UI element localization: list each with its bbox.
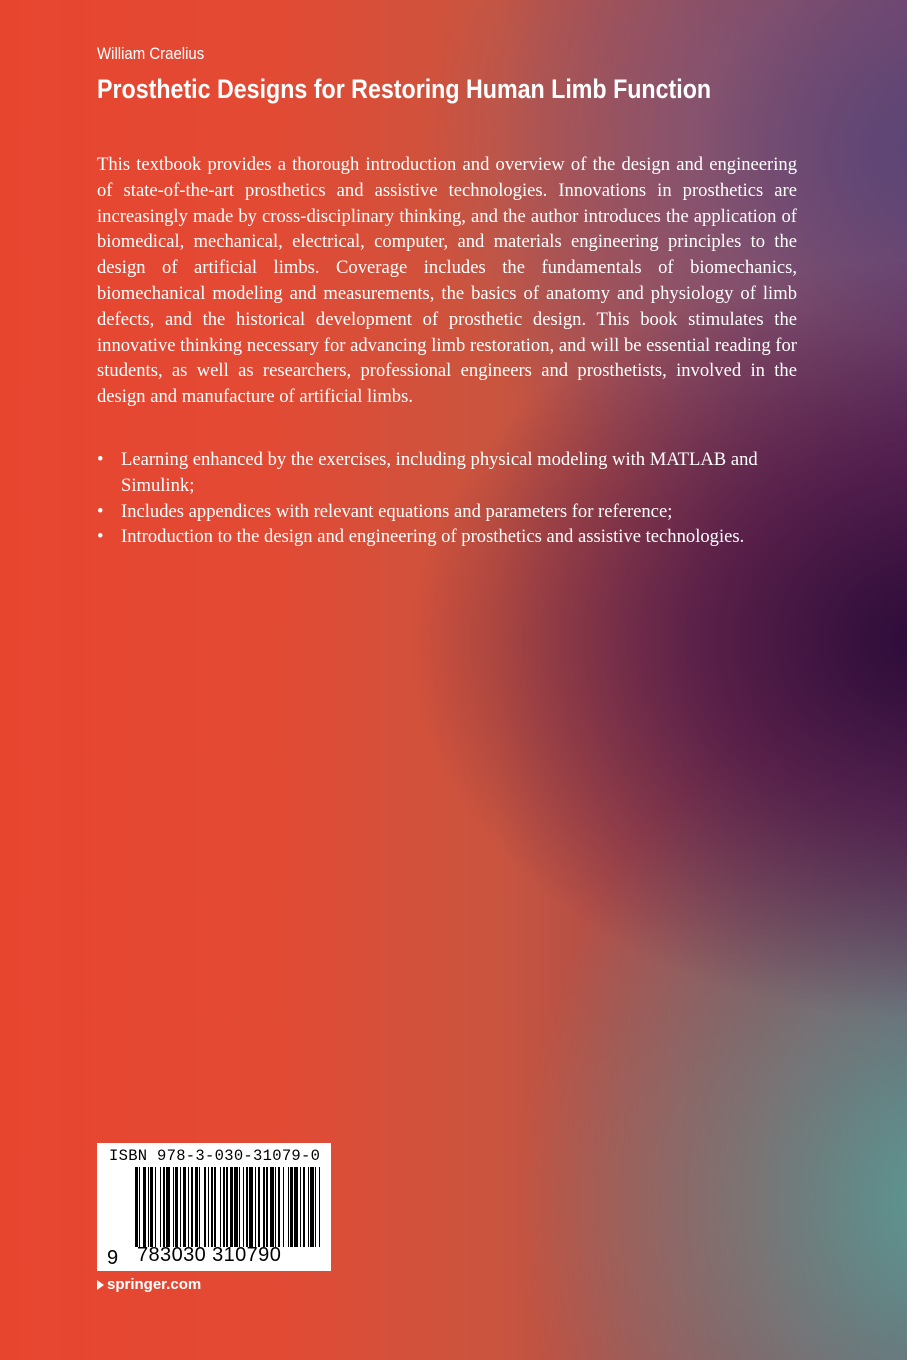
barcode-bar [163,1167,166,1247]
bullet-icon: • [97,526,104,548]
barcode-bar [135,1167,138,1247]
barcode-bar [180,1167,181,1247]
barcode-bar [223,1167,226,1247]
barcode-bar [275,1167,276,1247]
barcode-bar [288,1167,289,1247]
barcode-bar [255,1167,256,1247]
publisher-link[interactable] [97,1276,201,1293]
barcode-bar [303,1167,306,1247]
feature-text: Learning enhanced by the exercises, including physical modeling with MATLAB and Simulink; [121,449,758,496]
barcode-bar [214,1167,217,1247]
book-title: Prosthetic Designs for Restoring Human Limb Function [97,74,712,104]
barcode-bar [208,1167,209,1247]
barcode-bar [278,1167,281,1247]
bullet-icon: • [97,449,104,470]
barcode-bar [155,1167,156,1247]
barcode-lead-digit: 9 [107,1247,119,1269]
barcode-bar [246,1167,247,1247]
feature-text: Includes appendices with relevant equations and parameters for reference; [121,500,673,522]
barcode-bar [199,1167,200,1247]
barcode-bar [308,1167,309,1247]
feature-text: Introduction to the design and engineering of prosthetics and assistive technologies. [121,526,745,548]
barcode-bar [230,1167,233,1247]
barcode-bar [143,1167,147,1247]
barcode-bar [211,1167,212,1247]
barcode-bar [188,1167,189,1247]
barcode-bar [183,1167,187,1247]
barcode-bar [266,1167,267,1247]
barcode-bar [310,1167,314,1247]
barcode-bar [150,1167,153,1247]
barcode-bar [139,1167,140,1247]
barcode-bar [234,1167,238,1247]
author-name: William Craelius [97,44,205,63]
feature-item [97,499,797,525]
isbn-label: ISBN 978-3-030-31079-0 [109,1147,321,1165]
barcode-bar [195,1167,198,1247]
barcode-bar [300,1167,301,1247]
barcode-bars [135,1167,321,1247]
barcode-bar [220,1167,221,1247]
barcode-bar [243,1167,244,1247]
publisher-link-text: springer.com [107,1276,202,1293]
barcode-bar [249,1167,253,1247]
barcode-digits: 783030 310790 [137,1244,282,1266]
barcode-bar [315,1167,316,1247]
isbn-barcode [97,1143,331,1271]
arrow-right-icon [97,1280,104,1290]
barcode-bar [319,1167,320,1247]
barcode-bar [166,1167,170,1247]
barcode-bar [173,1167,174,1247]
barcode-bar [263,1167,266,1247]
barcode-bar [239,1167,240,1247]
barcode-bar [258,1167,261,1247]
barcode-bar [226,1167,227,1247]
feature-list [97,447,797,550]
feature-item [97,524,797,550]
barcode-bar [148,1167,149,1247]
barcode-bar [175,1167,178,1247]
feature-item [97,447,797,499]
barcode-bar [191,1167,192,1247]
barcode-bar [290,1167,293,1247]
book-description: This textbook provides a thorough introduction and overview of the design and engineering of state-of-the-art prosthetics and assistive technologies. Innovations in prosthetics are increasingly made by cross-disciplinary thinking, and the author introduces the application of biomedical, mechanical, electrical, computer, and materials engineering principles to the design of artificial limbs. Coverage includes the fundamentals of biomechanics, biomechanical modeling and measurements, the basics of anatomy and physiology of limb defects, and the historical development of prosthetic design. This book stimulates the innovative thinking necessary for advancing limb restoration, and will be essential reading for students, as well as researchers, professional engineers and prosthetists, involved in the design and manufacture of artificial limbs. [97,154,797,408]
barcode-bar [294,1167,298,1247]
barcode-bar [270,1167,274,1247]
bullet-icon: • [97,500,104,522]
barcode-bar [204,1167,207,1247]
barcode-bar [283,1167,284,1247]
barcode-bar [160,1167,161,1247]
